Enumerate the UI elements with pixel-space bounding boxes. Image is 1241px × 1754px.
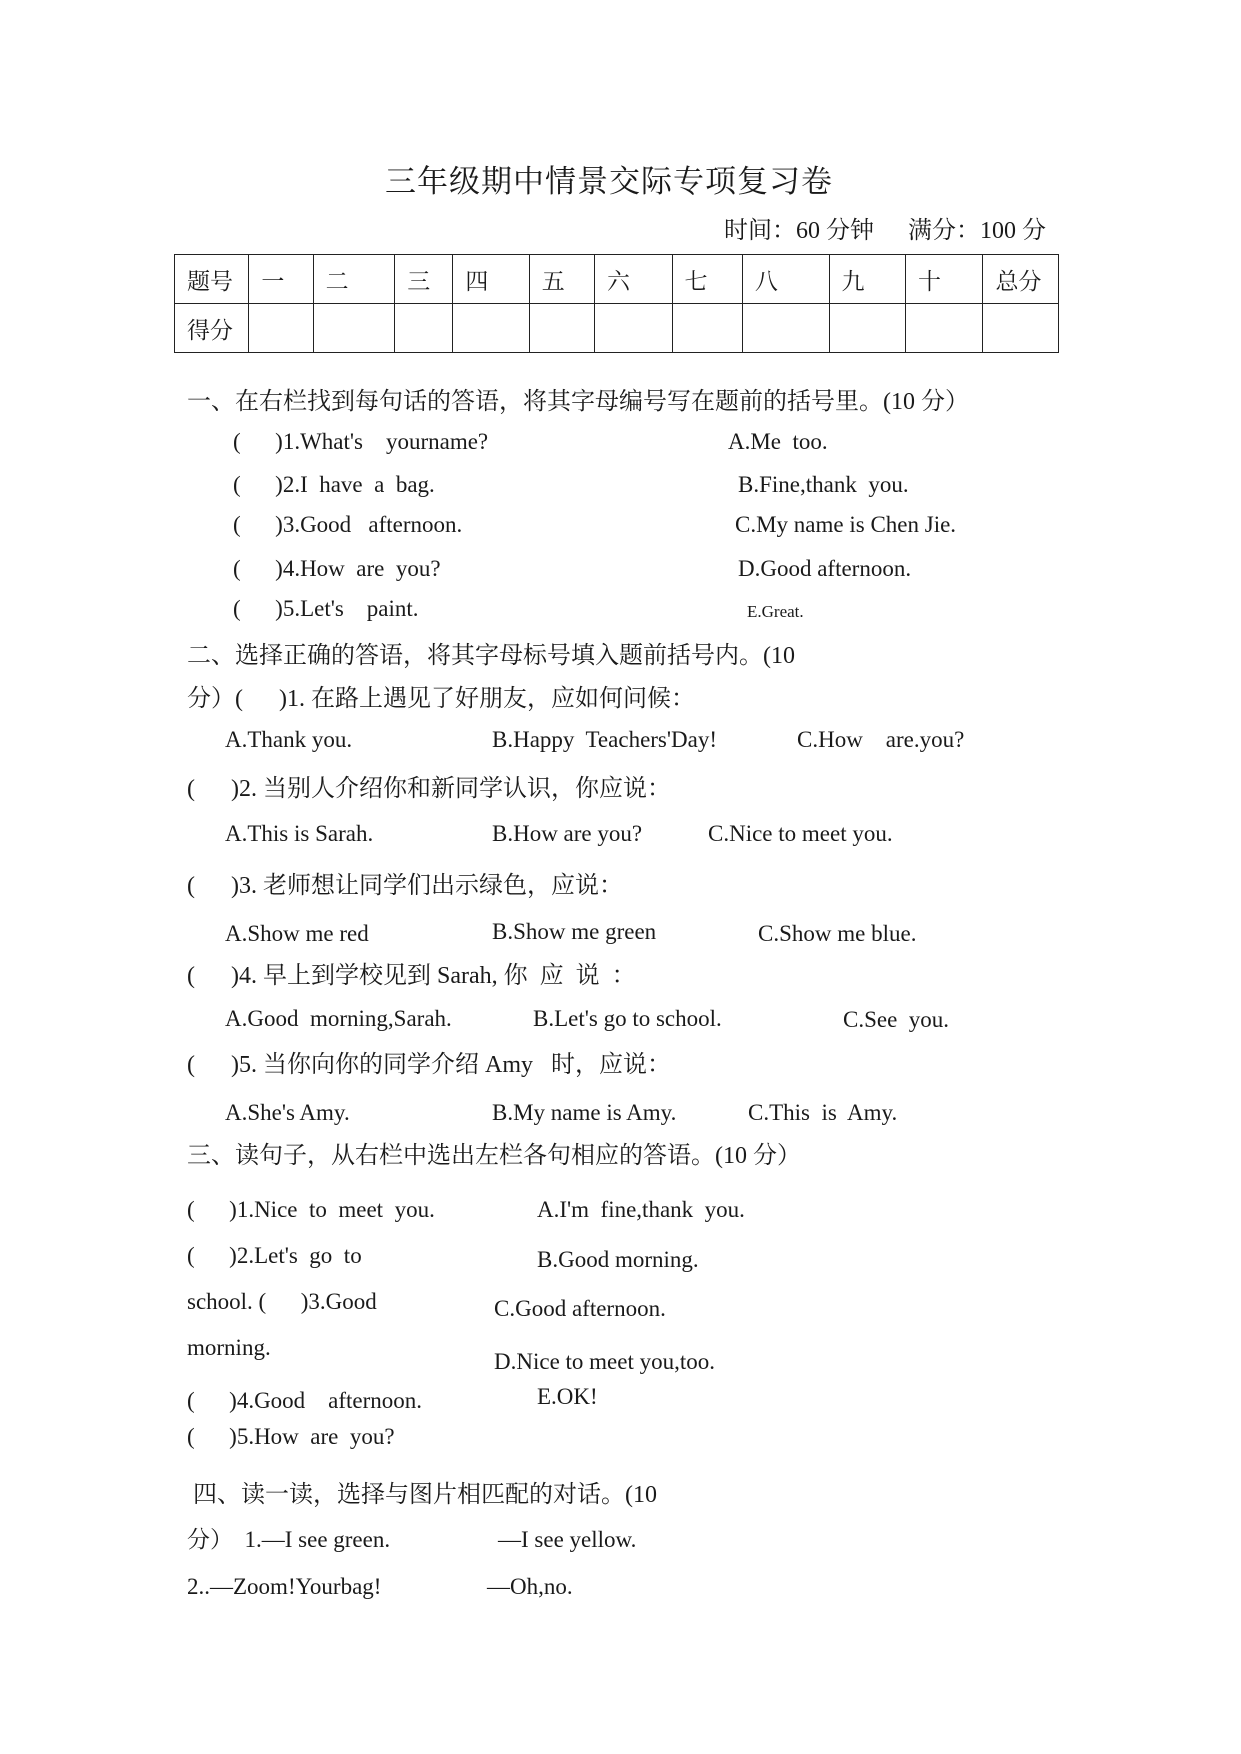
score-table-score-row <box>175 304 1059 353</box>
score-table-header-cell: 四 <box>453 255 529 304</box>
section-4-heading: 四、读一读，选择与图片相匹配的对话。(10 <box>193 1482 657 1508</box>
score-cell[interactable] <box>249 304 313 353</box>
s3-left-item: ( )2.Let's go to <box>187 1243 362 1268</box>
s2-q3-option: A.Show me red <box>225 921 369 946</box>
s4-dialogue-2b: —Oh,no. <box>487 1574 573 1599</box>
s2-q5-option: A.She's Amy. <box>225 1100 350 1125</box>
score-cell[interactable] <box>453 304 529 353</box>
s4-dialogue-1a: 分） 1.—I see green. <box>187 1527 391 1552</box>
score-table-header-cell: 总分 <box>983 255 1059 304</box>
exam-full-score: 满分：100 分 <box>908 218 1046 244</box>
score-cell[interactable] <box>395 304 453 353</box>
s2-q4-option: B.Let's go to school. <box>533 1006 722 1031</box>
score-table-header-cell: 三 <box>395 255 453 304</box>
s1-answer: C.My name is Chen Jie. <box>735 512 957 537</box>
s1-answer: B.Fine,thank you. <box>738 472 909 497</box>
section-2-q5-stem: ( )5. 当你向你的同学介绍 Amy 时，应说： <box>187 1052 671 1078</box>
score-cell[interactable] <box>529 304 594 353</box>
s1-question: ( )2.I have a bag. <box>233 472 435 497</box>
s2-q2-option: A.This is Sarah. <box>225 821 374 846</box>
section-3-heading: 三、读句子，从右栏中选出左栏各句相应的答语。(10 分） <box>187 1143 801 1169</box>
s2-q3-option: B.Show me green <box>492 919 657 944</box>
s3-left-item: morning. <box>187 1335 271 1360</box>
s2-q4-option: A.Good morning,Sarah. <box>225 1006 452 1031</box>
score-cell[interactable] <box>595 304 672 353</box>
s2-q1-option: B.Happy Teachers'Day! <box>492 727 718 752</box>
score-table-header-cell: 十 <box>906 255 983 304</box>
s1-answer: D.Good afternoon. <box>738 556 912 581</box>
s1-question: ( )4.How are you? <box>233 556 441 581</box>
score-table-header-cell: 二 <box>313 255 395 304</box>
s1-question: ( )5.Let's paint. <box>233 596 419 621</box>
s1-answer: A.Me too. <box>728 429 828 454</box>
score-table-header-cell: 一 <box>249 255 313 304</box>
s3-right-item: A.I'm fine,thank you. <box>537 1197 745 1222</box>
s2-q5-option: B.My name is Amy. <box>492 1100 677 1125</box>
score-cell[interactable] <box>313 304 395 353</box>
s3-right-item: C.Good afternoon. <box>494 1296 666 1321</box>
score-cell[interactable] <box>829 304 905 353</box>
score-table-header-cell: 八 <box>742 255 829 304</box>
s3-left-item: ( )4.Good afternoon. <box>187 1388 423 1413</box>
s3-right-item: D.Nice to meet you,too. <box>494 1349 716 1374</box>
s2-q2-option: B.How are you? <box>492 821 643 846</box>
s3-right-item: E.OK! <box>537 1384 598 1409</box>
section-1-heading: 一、在右栏找到每句话的答语，将其字母编号写在题前的括号里。(10 分） <box>187 389 969 415</box>
s1-question: ( )1.What's yourname? <box>233 429 489 454</box>
score-table-header-cell: 九 <box>829 255 905 304</box>
s2-q4-option: C.See you. <box>843 1007 950 1032</box>
section-2-q3-stem: ( )3. 老师想让同学们出示绿色，应说： <box>187 873 623 899</box>
s2-q2-option: C.Nice to meet you. <box>708 821 893 846</box>
section-2-heading: 二、选择正确的答语，将其字母标号填入题前括号内。(10 <box>187 643 795 669</box>
section-2-q1-stem: 分）( )1. 在路上遇见了好朋友，应如何问候： <box>187 686 695 712</box>
score-cell[interactable] <box>983 304 1059 353</box>
s3-left-item: ( )5.How are you? <box>187 1424 395 1449</box>
s1-answer: E.Great. <box>747 602 804 621</box>
s4-dialogue-1b: —I see yellow. <box>498 1527 637 1552</box>
s2-q5-option: C.This is Amy. <box>748 1100 898 1125</box>
s2-q1-option: A.Thank you. <box>225 727 353 752</box>
s4-dialogue-2a: 2..—Zoom!Yourbag! <box>187 1574 382 1599</box>
exam-time: 时间：60 分钟 <box>724 218 874 244</box>
score-cell[interactable] <box>742 304 829 353</box>
score-cell[interactable] <box>672 304 742 353</box>
score-table-header-cell: 六 <box>595 255 672 304</box>
score-table-header-cell: 题号 <box>175 255 249 304</box>
s3-left-item: school. ( )3.Good <box>187 1289 377 1314</box>
s1-question: ( )3.Good afternoon. <box>233 512 463 537</box>
score-table-header-cell: 七 <box>672 255 742 304</box>
section-2-q2-stem: ( )2. 当别人介绍你和新同学认识，你应说： <box>187 776 671 802</box>
score-table-header-row <box>175 255 1059 304</box>
s2-q1-option: C.How are.you? <box>797 727 965 752</box>
s3-left-item: ( )1.Nice to meet you. <box>187 1197 435 1222</box>
s3-right-item: B.Good morning. <box>537 1247 699 1272</box>
score-cell[interactable] <box>906 304 983 353</box>
score-table-header-cell: 五 <box>529 255 594 304</box>
s2-q3-option: C.Show me blue. <box>758 921 917 946</box>
section-2-q4-stem: ( )4. 早上到学校见到 Sarah, 你 应 说 ： <box>187 963 636 989</box>
page-title: 三年级期中情景交际专项复习卷 <box>385 164 833 199</box>
score-table-row-label: 得分 <box>175 304 249 353</box>
score-table <box>174 254 1059 353</box>
